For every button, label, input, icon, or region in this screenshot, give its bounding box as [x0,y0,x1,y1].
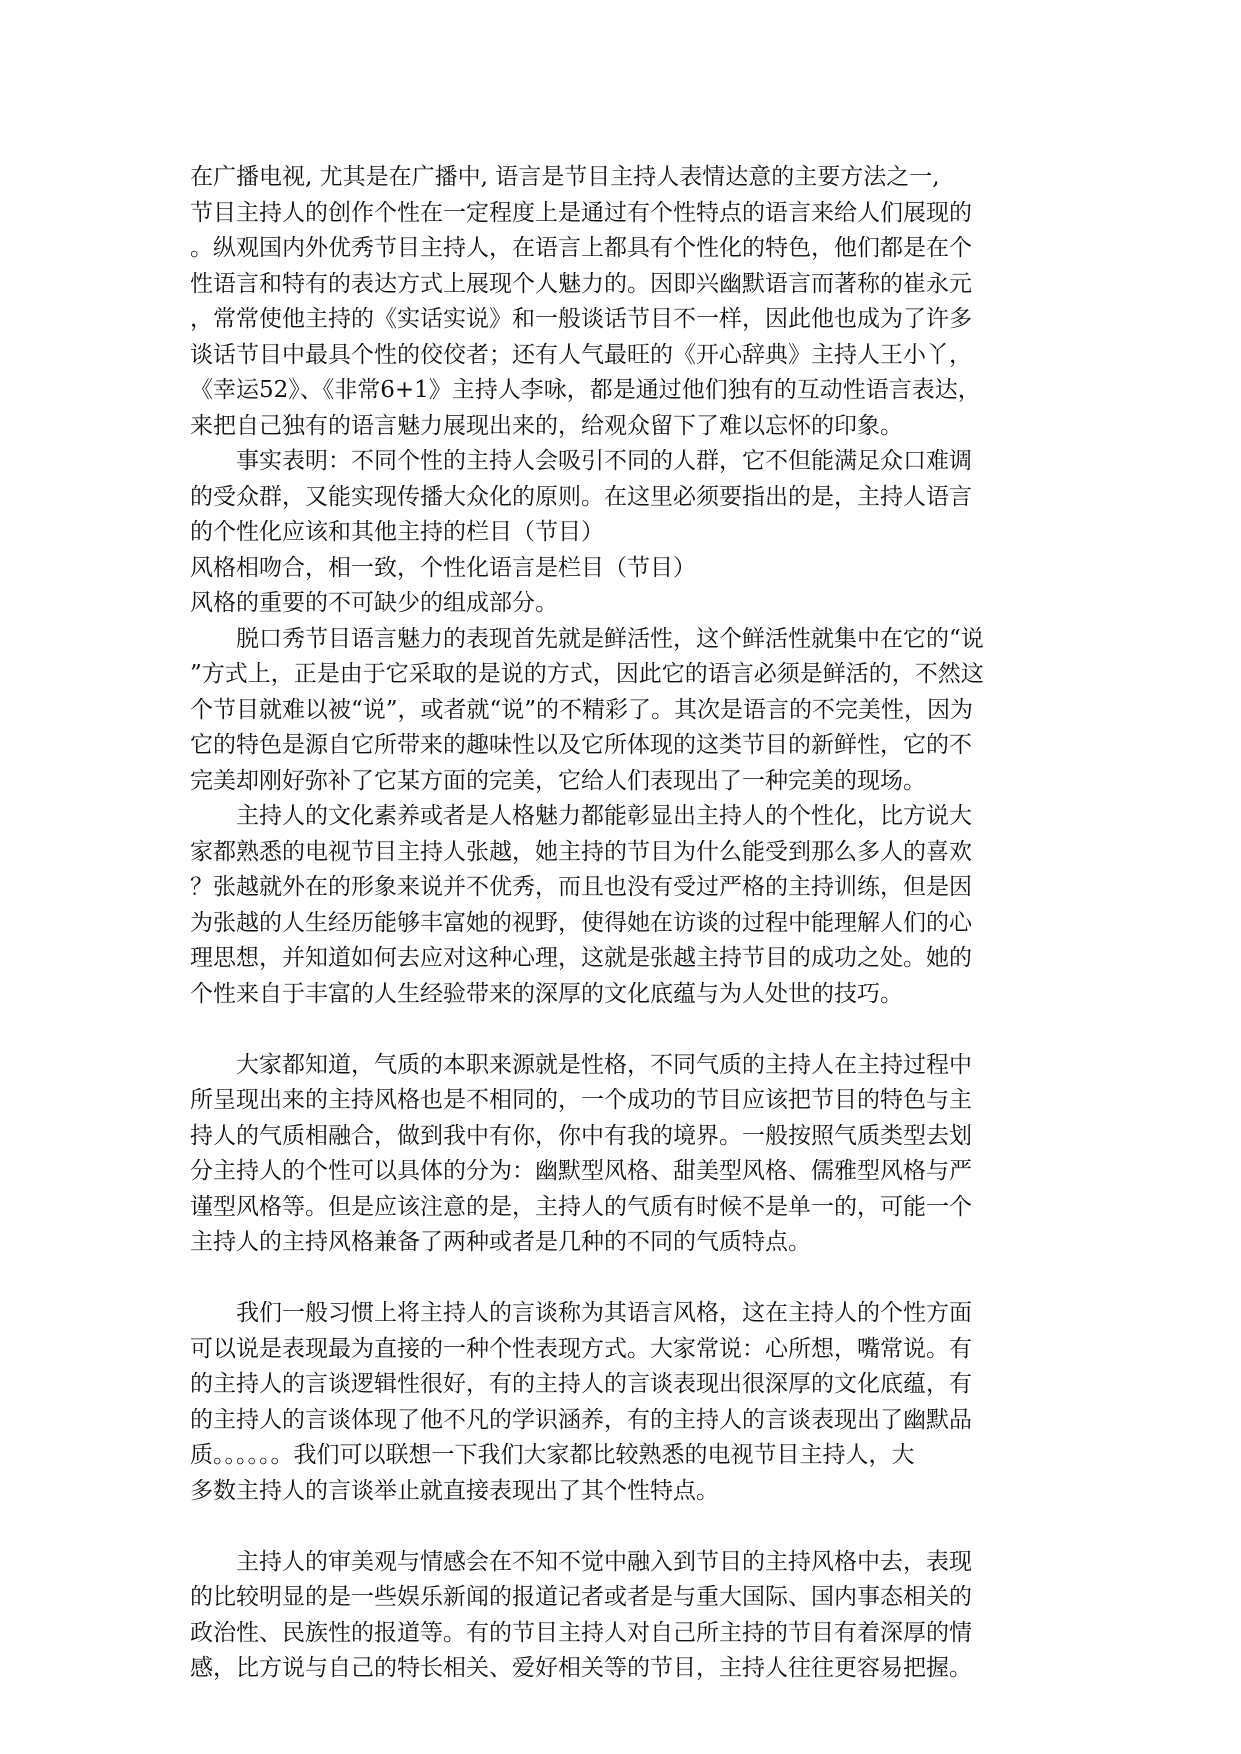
text-line: 个性来自于丰富的人生经验带来的深厚的文化底蕴与为人处世的技巧。 [190,980,903,1007]
text-line: 主持人的文化素养或者是人格魅力都能彰显出主持人的个性化，比方说大 [236,803,972,829]
text-line: 风格相吻合，相一致，个性化语言是栏目（节目） [190,554,696,581]
paragraph [190,160,1050,444]
text-line: 在广播电视, 尤其是在广播中, 语言是节目主持人表情达意的主要方法之一, [190,164,940,190]
text-line: 事实表明：不同个性的主持人会吸引不同的人群，它不但能满足众口难调 [236,448,972,474]
text-line: 主持人的审美观与情感会在不知不觉中融入到节目的主持风格中去，表现 [236,1548,972,1575]
paragraph [190,799,1050,1012]
text-line: 感，比方说与自己的特长相关、爱好相关等的节目，主持人往往更容易把握。 [190,1655,972,1681]
text-line: 它的特色是源自它所带来的趣味性以及它所体现的这类节目的新鲜性，它的不 [190,732,972,758]
text-line: 的主持人的言谈逻辑性很好，有的主持人的言谈表现出很深厚的文化底蕴，有 [190,1371,972,1397]
paragraph-spacer [190,1509,1050,1545]
text-line: 理思想，并知道如何去应对这种心理，这就是张越主持节目的成功之处。她的 [190,945,972,971]
text-line: 谨型风格等。但是应该注意的是，主持人的气质有时候不是单一的，可能一个 [190,1193,972,1220]
text-line: 的比较明显的是一些娱乐新闻的报道记者或者是与重大国际、国内事态相关的 [190,1584,972,1610]
paragraph [190,622,1050,800]
text-line: 可以说是表现最为直接的一种个性表现方式。大家常说：心所想，嘴常说。有 [190,1335,972,1362]
text-line: 。纵观国内外优秀节目主持人，在语言上都具有个性化的特色，他们都是在个 [190,235,972,261]
paragraph [190,444,1050,622]
text-line: 主持人的主持风格兼备了两种或者是几种的不同的气质特点。 [190,1229,811,1255]
text-line: 谈话节目中最具个性的佼佼者；还有人气最旺的《开心辞典》主持人王小丫， [190,341,972,368]
paragraph [190,1296,1050,1509]
text-line: ，常常使他主持的《实话实说》和一般谈话节目不一样，因此他也成为了许多 [190,306,972,332]
text-line: 质。。。。。。我们可以联想一下我们大家都比较熟悉的电视节目主持人，大 [190,1442,915,1468]
paragraph [190,1545,1050,1687]
text-line: 节目主持人的创作个性在一定程度上是通过有个性特点的语言来给人们展现的 [190,199,972,226]
text-line: 所呈现出来的主持风格也是不相同的，一个成功的节目应该把节目的特色与主 [190,1087,972,1113]
text-line: 为张越的人生经历能够丰富她的视野，使得她在访谈的过程中能理解人们的心 [190,909,972,936]
paragraph-spacer [190,1261,1050,1297]
text-line: ？张越就外在的形象来说并不优秀，而且也没有受过严格的主持训练，但是因 [190,874,972,900]
text-line: 的个性化应该和其他主持的栏目（节目） [190,519,604,545]
text-line: 的主持人的言谈体现了他不凡的学识涵养，有的主持人的言谈表现出了幽默品 [190,1406,972,1433]
text-line: 政治性、民族性的报道等。有的节目主持人对自己所主持的节目有着深厚的情 [190,1619,972,1646]
text-line: 的受众群，又能实现传播大众化的原则。在这里必须要指出的是，主持人语言 [190,483,972,510]
text-line: ”方式上，正是由于它采取的是说的方式，因此它的语言必须是鲜活的，不然这 [190,661,984,687]
text-line: 性语言和特有的表达方式上展现个人魅力的。因即兴幽默语言而著称的崔永元 [190,270,972,297]
text-line: 多数主持人的言谈举止就直接表现出了其个性特点。 [190,1477,719,1504]
text-line: 个节目就难以被“说”，或者就“说”的不精彩了。其次是语言的不完美性，因为 [190,696,974,723]
text-line: 家都熟悉的电视节目主持人张越，她主持的节目为什么能受到那么多人的喜欢 [190,838,972,865]
text-line: 风格的重要的不可缺少的组成部分。 [190,590,558,616]
text-line: 来把自己独有的语言魅力展现出来的，给观众留下了难以忘怀的印象。 [190,412,903,439]
paragraph-spacer [190,1012,1050,1048]
text-line: 《幸运52》、《非常6+1》主持人李咏，都是通过他们独有的互动性语言表达， [190,377,981,403]
text-line: 我们一般习惯上将主持人的言谈称为其语言风格，这在主持人的个性方面 [236,1300,972,1326]
text-line: 分主持人的个性可以具体的分为：幽默型风格、甜美型风格、儒雅型风格与严 [190,1158,972,1184]
text-line: 脱口秀节目语言魅力的表现首先就是鲜活性，这个鲜活性就集中在它的“说 [236,625,984,652]
document-body [190,160,1050,1687]
text-line: 完美却刚好弥补了它某方面的完美，它给人们表现出了一种完美的现场。 [190,767,926,794]
text-line: 持人的气质相融合，做到我中有你，你中有我的境界。一般按照气质类型去划 [190,1122,972,1149]
paragraph [190,1048,1050,1261]
text-line: 大家都知道，气质的本职来源就是性格，不同气质的主持人在主持过程中 [236,1051,972,1078]
